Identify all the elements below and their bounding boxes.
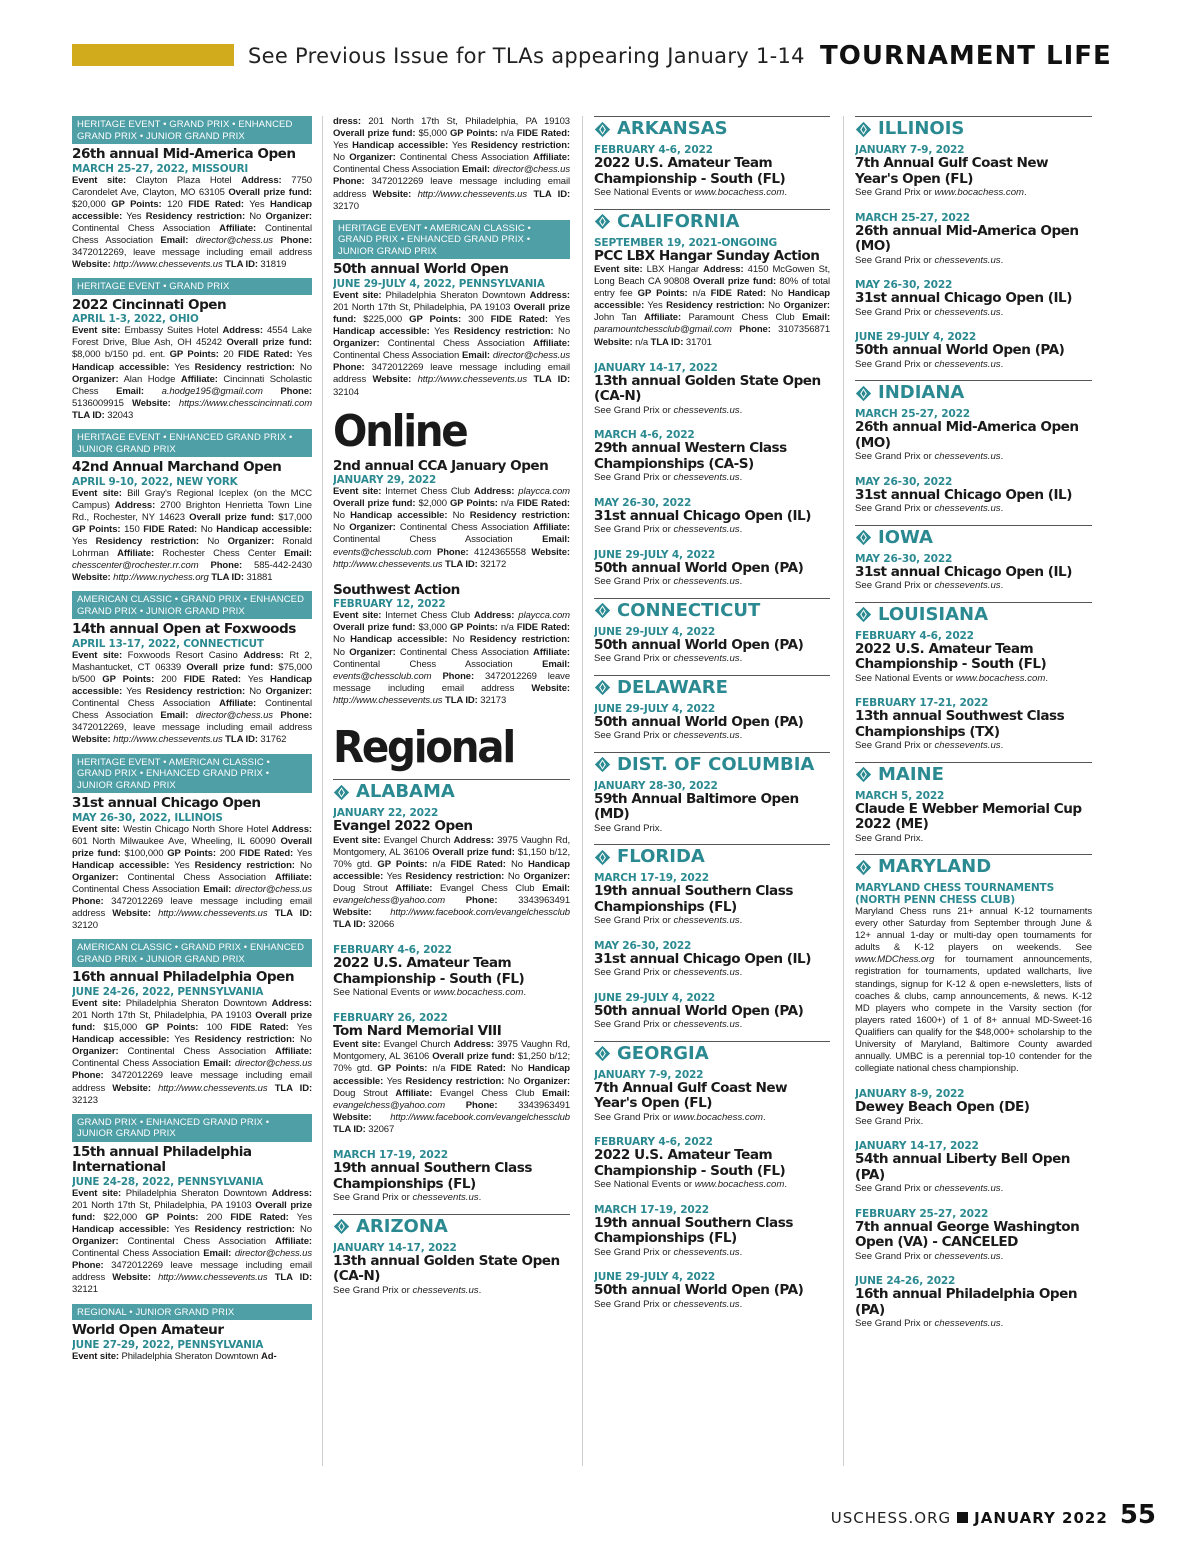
state-section (855, 762, 1092, 845)
state-heading (855, 380, 1092, 404)
state-section (594, 1041, 830, 1311)
event-date: MARCH 17-19, 2022 (594, 1203, 709, 1216)
event-reference: See Grand Prix or chessevents.us. (855, 1183, 1004, 1195)
event-reference: See Grand Prix or chessevents.us. (333, 1284, 482, 1296)
compass-icon (855, 121, 872, 138)
event-tag: GRAND PRIX • ENHANCED GRAND PRIX • JUNIOR GRAND PRIX (72, 1114, 312, 1142)
event-date: JUNE 29-JULY 4, 2022 (594, 702, 716, 715)
event-date: JUNE 29-JULY 4, 2022, PENNSYLVANIA (333, 277, 545, 290)
footer-issue: JANUARY 2022 (974, 1509, 1108, 1527)
event-name: Evangel 2022 Open (333, 818, 473, 834)
event-details: Event site: Westin Chicago North Shore Hotel Address: 601 North Milwaukee Ave, Wheeling, IL 60090 Overall prize fund: $100,000 GP Points: 200 FIDE Rated: Yes Handicap accessible: Yes Residency restriction: No Organizer: Continental Chess Association Affiliate: Continental Chess Association Email: director@chess.us Phone: 3472012269 leave message including email address Website: http://www.chessevents.us TLA ID: 32120 (72, 823, 312, 932)
event-name: Claude E Webber Memorial Cup 2022 (ME) (855, 800, 1082, 832)
state-name: IOWA (878, 526, 933, 548)
event-reference: See Grand Prix or chessevents.us. (594, 730, 743, 742)
event-tag: HERITAGE EVENT • AMERICAN CLASSIC • GRAND PRIX • ENHANCED GRAND PRIX • JUNIOR GRAND PRIX (72, 754, 312, 794)
state-name: ALABAMA (356, 781, 455, 802)
event-date: MAY 26-30, 2022 (855, 552, 953, 565)
event-reference: See National Events or www.bocachess.com. (594, 187, 788, 198)
column-states-a-g (594, 116, 830, 1466)
compass-icon (594, 121, 611, 138)
event-date: FEBRUARY 12, 2022 (333, 598, 446, 611)
event-date: JANUARY 8-9, 2022 (855, 1088, 965, 1101)
state-name: CALIFORNIA (617, 210, 740, 232)
event-name: 19th annual Southern Class Championships (FL) (594, 1214, 793, 1247)
event-reference: See Grand Prix or chessevents.us. (594, 1298, 743, 1310)
event-date: JUNE 24-26, 2022, PENNSYLVANIA (72, 985, 264, 998)
event-name: 50th annual World Open (PA) (594, 1002, 804, 1019)
page-number: 55 (1119, 1500, 1156, 1530)
event-name: 16th annual Philadelphia Open (PA) (855, 1286, 1077, 1318)
event-reference: See Grand Prix or chessevents.us. (594, 576, 743, 588)
event-date: JUNE 24-26, 2022 (855, 1275, 956, 1288)
compass-icon (594, 1045, 611, 1062)
event-details: Event site: Philadelphia Sheraton Downtown Address: 201 North 17th St, Philadelphia, PA 19103 Overall prize fund: $15,000 GP Points: 100 FIDE Rated: Yes Handicap accessible: Yes Residency restriction: No Organizer: Continental Chess Association Affiliate: Continental Chess Association Email: director@chess.us Phone: 3472012269 leave message including email address Website: http://www.chessevents.us TLA ID: 32123 (72, 997, 312, 1106)
event-tag: HERITAGE EVENT • GRAND PRIX • ENHANCED GRAND PRIX • JUNIOR GRAND PRIX (72, 116, 312, 144)
state-heading (855, 525, 1092, 549)
event-date: JUNE 29-JULY 4, 2022 (594, 991, 716, 1004)
compass-icon (333, 784, 350, 801)
event-name: 2022 U.S. Amateur Team Championship - South (FL) (333, 955, 525, 987)
event-reference: See National Events or www.bocachess.com. (594, 1179, 788, 1191)
event-date: FEBRUARY 26, 2022 (333, 1011, 448, 1024)
event-date: JUNE 29-JULY 4, 2022 (594, 1271, 716, 1284)
event-reference: See Grand Prix or chessevents.us. (855, 1318, 1004, 1330)
event-date: APRIL 9-10, 2022, NEW YORK (72, 475, 238, 488)
event-reference: See Grand Prix. (855, 832, 924, 844)
state-name: FLORIDA (617, 846, 705, 868)
event-date: FEBRUARY 4-6, 2022 (594, 144, 713, 156)
event-name: 26th annual Mid-America Open (MO) (855, 419, 1079, 451)
event-reference: See Grand Prix or www.bocachess.com. (855, 187, 1027, 198)
compass-icon (855, 385, 872, 402)
state-heading (855, 116, 1092, 140)
event-tag: AMERICAN CLASSIC • GRAND PRIX • ENHANCED GRAND PRIX • JUNIOR GRAND PRIX (72, 591, 312, 619)
event-name: 15th annual Philadelphia International (72, 1143, 252, 1176)
event-reference: See Grand Prix or chessevents.us. (855, 306, 1004, 318)
column-divider (322, 116, 323, 1466)
event-name: 7th Annual Gulf Coast New Year's Open (FL) (855, 155, 1049, 187)
event-name: 2022 U.S. Amateur Team Championship - South (FL) (594, 155, 786, 187)
compass-icon (594, 213, 611, 230)
state-name: DELAWARE (617, 676, 728, 698)
event-name: 42nd Annual Marchand Open (72, 459, 282, 475)
event-reference: See Grand Prix. (594, 822, 663, 834)
online-heading: Online (333, 405, 467, 457)
event-date: MARCH 25-27, 2022, MISSOURI (72, 162, 249, 175)
event-tag: REGIONAL • JUNIOR GRAND PRIX (72, 1304, 312, 1321)
event-details: Event site: Foxwoods Resort Casino Address: Rt 2, Mashantucket, CT 06339 Overall prize fund: $75,000 b/500 GP Points: 200 FIDE Rated: Yes Handicap accessible: Yes Residency restriction: No Organizer: Continental Chess Association Affiliate: Continental Chess Association Email: director@chess.us Phone: 3472012269, leave message including email address Website: http://www.chessevents.us TLA ID: 31762 (72, 649, 312, 746)
event-details: Event site: LBX Hangar Address: 4150 McGowen St, Long Beach CA 90808 Overall prize fund: 80% of total entry fee GP Points: n/a FIDE Rated: No Handicap accessible: Yes Residency restriction: No Organizer: John Tan Affiliate: Paramount Chess Club Email: paramountchessclub@gmail.com Phone: 3107356871 Website: n/a TLA ID: 31701 (594, 264, 830, 348)
event-details: Event site: Philadelphia Sheraton Downtown Address: 201 North 17th St, Philadelphia, PA 19103 Overall prize fund: $22,000 GP Points: 200 FIDE Rated: Yes Handicap accessible: Yes Residency restriction: No Organizer: Continental Chess Association Affiliate: Continental Chess Association Email: director@chess.us Phone: 3472012269 leave message including email address Website: http://www.chessevents.us TLA ID: 32121 (72, 1187, 312, 1296)
event-reference: See Grand Prix or chessevents.us. (594, 967, 743, 979)
state-section-alabama (333, 779, 570, 1204)
event-name: 2nd annual CCA January Open (333, 457, 549, 474)
compass-icon (594, 849, 611, 866)
event-name: 50th annual World Open (PA) (594, 713, 804, 730)
event-date: MARYLAND CHESS TOURNAMENTS (NORTH PENN CHESS CLUB) (855, 882, 1054, 906)
event-date: JANUARY 14-17, 2022 (594, 361, 718, 374)
event-date: MARCH 25-27, 2022 (855, 211, 970, 224)
event-reference: See Grand Prix or chessevents.us. (855, 451, 1004, 462)
state-name: MARYLAND (878, 856, 992, 877)
state-heading (594, 1041, 830, 1065)
state-heading (594, 752, 830, 776)
event-name: 13th annual Southwest Class Championships (TX) (855, 708, 1065, 740)
event-name: 50th annual World Open (PA) (594, 636, 804, 653)
state-heading (594, 675, 830, 699)
event-reference: See Grand Prix or chessevents.us. (333, 1192, 482, 1203)
event-name: 7th annual George Washington Open (VA) - CANCELED (855, 1218, 1080, 1251)
event-name: 50th annual World Open (PA) (855, 342, 1065, 358)
event-details: Event site: Philadelphia Sheraton Downtown Address: 201 North 17th St, Philadelphia, PA 19103 Overall prize fund: $225,000 GP Points: 300 FIDE Rated: Yes Handicap accessible: Yes Residency restriction: No Organizer: Continental Chess Association Affiliate: Continental Chess Association Email: director@chess.us Phone: 3472012269 leave message including email address Website: http://www.chessevents.us TLA ID: 32104 (333, 289, 570, 398)
compass-icon (855, 529, 872, 546)
compass-icon (594, 756, 611, 773)
page-footer (831, 1500, 1156, 1530)
event-date: JUNE 29-JULY 4, 2022 (594, 625, 716, 638)
event-date: MARCH 5, 2022 (855, 789, 945, 802)
event-name: 14th annual Open at Foxwoods (72, 621, 296, 638)
state-section (594, 675, 830, 742)
event-reference: See Grand Prix or chessevents.us. (594, 653, 743, 665)
event-name: 16th annual Philadelphia Open (72, 969, 294, 986)
event-name: 50th annual World Open (333, 261, 509, 278)
event-name: 31st annual Chicago Open (IL) (855, 290, 1072, 306)
event-date: JUNE 29-JULY 4, 2022 (594, 548, 716, 561)
event-name: 26th annual Mid-America Open (MO) (855, 222, 1079, 254)
state-heading (594, 209, 830, 233)
event-reference: See Grand Prix or chessevents.us. (594, 404, 743, 416)
event-name: 2022 U.S. Amateur Team Championship - South (FL) (855, 640, 1047, 672)
event-name: 31st annual Chicago Open (IL) (594, 950, 811, 967)
event-name: PCC LBX Hangar Sunday Action (594, 247, 820, 264)
event-date: FEBRUARY 25-27, 2022 (855, 1207, 989, 1220)
event-details: Maryland Chess runs 21+ annual K-12 tournaments every other Saturday from September through June & 12+ annual 1-day or multi-day open tournaments for adults & K-12 players on weekends. See www.MDChess.org for tournament announcements, registration for tournaments, updated wallcharts, live standings, signup for K-12 & open e-newsletters, lists of coaches & clubs, camp announcements, & news. K-12 MD players who compete in the Varsity section (for players rated 1600+) of 1 of 8+ annual MD-Sweet-16 Qualifiers can qualify for the $48,000+ scholarship to the University of Maryland, Baltimore County awarded annually. UMBC is a perennial top-10 contender for the collegiate national chess championship. (855, 906, 1092, 1075)
state-name: ILLINOIS (878, 118, 965, 139)
event-date: MAY 26-30, 2022 (855, 475, 953, 488)
event-name: Dewey Beach Open (DE) (855, 1099, 1030, 1116)
event-reference: See Grand Prix. (855, 1115, 924, 1127)
event-date: MAY 26-30, 2022 (594, 496, 692, 509)
state-name: ARKANSAS (617, 118, 728, 139)
event-reference: See Grand Prix or chessevents.us. (855, 503, 1004, 514)
event-date: MARCH 25-27, 2022 (855, 408, 970, 420)
event-name: 19th annual Southern Class Championships (FL) (594, 883, 793, 915)
event-date: JANUARY 14-17, 2022 (333, 1241, 457, 1254)
state-section (594, 116, 830, 199)
event-tag: HERITAGE EVENT • AMERICAN CLASSIC • GRAND PRIX • ENHANCED GRAND PRIX • JUNIOR GRAND PRIX (333, 220, 570, 260)
event-name: World Open Amateur (72, 1322, 224, 1339)
event-date: SEPTEMBER 19, 2021-ONGOING (594, 236, 778, 249)
state-name: DIST. OF COLUMBIA (617, 753, 815, 775)
event-date: MAY 26-30, 2022 (855, 279, 953, 291)
event-date: FEBRUARY 4-6, 2022 (855, 629, 974, 642)
event-reference: See National Events or www.bocachess.com. (333, 987, 527, 999)
event-date: MAY 26-30, 2022 (594, 939, 692, 952)
compass-icon (855, 606, 872, 623)
column-divider (582, 116, 583, 1466)
event-date: FEBRUARY 4-6, 2022 (594, 1136, 713, 1149)
event-name: 31st annual Chicago Open (IL) (855, 486, 1072, 503)
event-name: 31st annual Chicago Open (IL) (855, 563, 1072, 580)
state-section (855, 854, 1092, 1330)
state-section (855, 525, 1092, 592)
event-name: 54th annual Liberty Bell Open (PA) (855, 1151, 1070, 1183)
event-reference: See Grand Prix or chessevents.us. (855, 1250, 1004, 1262)
state-section (855, 380, 1092, 515)
compass-icon (594, 602, 611, 619)
event-name: 13th annual Golden State Open (CA-N) (594, 372, 821, 405)
column-divider (843, 116, 844, 1466)
event-reference: See Grand Prix or chessevents.us. (855, 254, 1004, 266)
regional-heading: Regional (333, 722, 514, 773)
state-name: CONNECTICUT (617, 599, 761, 621)
compass-icon (855, 859, 872, 876)
event-name: 29th annual Western Class Championships (CA-S) (594, 440, 787, 472)
event-details: Event site: Internet Chess Club Address: playcca.com Overall prize fund: $2,000 GP Points: n/a FIDE Rated: No Handicap accessible: No Residency restriction: No Organizer: Continental Chess Association Affiliate: Continental Chess Association Email: events@chessclub.com Phone: 4124365558 Website: http://www.chessevents.us TLA ID: 32172 (333, 486, 570, 570)
event-details: Event site: Evangel Church Address: 3975 Vaughn Rd, Montgomery, AL 36106 Overall prize fund: $1,150 b/12, 70% gtd. GP Points: n/a FIDE Rated: No Handicap accessible: Yes Residency restriction: No Organizer: Doug Strout Affiliate: Evangel Chess Club Email: evangelchess@yahoo.com Phone: 3343963491 Website: http://www.facebook.com/evangelchessclub TLA ID: 32066 (333, 834, 570, 931)
event-date: MARCH 4-6, 2022 (594, 429, 695, 442)
header-accent-bar (72, 44, 234, 66)
state-heading (333, 779, 570, 803)
state-heading (333, 1214, 570, 1238)
event-reference: See Grand Prix or chessevents.us. (855, 740, 1004, 751)
event-reference: See Grand Prix or chessevents.us. (855, 358, 1004, 370)
state-name: LOUISIANA (878, 603, 989, 625)
event-details: Event site: Clayton Plaza Hotel Address: 7750 Carondelet Ave, Clayton, MO 63105 Overall prize fund: $20,000 GP Points: 120 FIDE Rated: Yes Handicap accessible: Yes Residency restriction: No Organizer: Continental Chess Association Affiliate: Continental Chess Association Email: director@chess.us Phone: 3472012269, leave message including email address Website: http://www.chessevents.us TLA ID: 31819 (72, 174, 312, 271)
event-reference: See Grand Prix or chessevents.us. (594, 915, 743, 927)
event-name: 31st annual Chicago Open (IL) (594, 507, 811, 524)
header-note: See Previous Issue for TLAs appearing January 1-14 (248, 44, 805, 68)
event-tag: HERITAGE EVENT • ENHANCED GRAND PRIX • JUNIOR GRAND PRIX (72, 429, 312, 457)
event-reference: See Grand Prix or chessevents.us. (594, 1019, 743, 1031)
column-states-i-m (855, 116, 1092, 1466)
event-date: JANUARY 14-17, 2022 (855, 1140, 979, 1153)
section-title: TOURNAMENT LIFE (820, 41, 1112, 71)
state-heading (594, 844, 830, 868)
state-heading (594, 116, 830, 140)
event-date: APRIL 13-17, 2022, CONNECTICUT (72, 637, 264, 650)
event-date: JANUARY 29, 2022 (333, 474, 437, 487)
event-name: 2022 Cincinnati Open (72, 296, 227, 313)
event-details: Event site: Internet Chess Club Address: playcca.com Overall prize fund: $3,000 GP Points: n/a FIDE Rated: No Handicap accessible: No Residency restriction: No Organizer: Continental Chess Association Affiliate: Continental Chess Association Email: events@chessclub.com Phone: 3472012269 leave message including email address Website: http://www.chessevents.us TLA ID: 32173 (333, 610, 570, 706)
state-section (855, 602, 1092, 752)
state-heading (855, 602, 1092, 626)
event-details-continued: dress: 201 North 17th St, Philadelphia, PA 19103 Overall prize fund: $5,000 GP Points: n/a FIDE Rated: Yes Handicap accessible: Yes Residency restriction: No Organizer: Continental Chess Association Affiliate: Continental Chess Association Email: director@chess.us Phone: 3472012269 leave message including email address Website: http://www.chessevents.us TLA ID: 32170 (333, 116, 570, 212)
state-section-arizona (333, 1214, 570, 1297)
event-details: Event site: Philadelphia Sheraton Downtown Ad- (72, 1350, 277, 1362)
event-date: JUNE 27-29, 2022, PENNSYLVANIA (72, 1338, 264, 1351)
event-tag: AMERICAN CLASSIC • GRAND PRIX • ENHANCED GRAND PRIX • JUNIOR GRAND PRIX (72, 939, 312, 967)
event-date: JANUARY 7-9, 2022 (855, 144, 965, 156)
event-name: 13th annual Golden State Open (CA-N) (333, 1252, 560, 1284)
event-reference: See Grand Prix or chessevents.us. (594, 524, 743, 536)
column-grand-prix (72, 116, 312, 1466)
event-details: Event site: Evangel Church Address: 3975 Vaughn Rd, Montgomery, AL 36106 Overall prize fund: $1,250 b/12; 70% gtd. GP Points: n/a FIDE Rated: No Handicap accessible: Yes Residency restriction: No Organizer: Doug Strout Affiliate: Evangel Chess Club Email: evangelchess@yahoo.com Phone: 3343963491 Website: http://www.facebook.com/evangelchessclub TLA ID: 32067 (333, 1039, 570, 1135)
state-heading (855, 762, 1092, 786)
event-date: MARCH 17-19, 2022 (594, 872, 709, 885)
event-reference: See Grand Prix or chessevents.us. (594, 1246, 743, 1258)
event-name: 2022 U.S. Amateur Team Championship - South (FL) (594, 1147, 786, 1179)
event-reference: See Grand Prix or chessevents.us. (855, 580, 1004, 591)
event-name: 31st annual Chicago Open (72, 795, 261, 811)
event-name: 59th Annual Baltimore Open (MD) (594, 790, 799, 823)
state-name: GEORGIA (617, 1042, 709, 1064)
event-details: Event site: Bill Gray's Regional Iceplex (on the MCC Campus) Address: 2700 Brighton Henrietta Town Line Rd., Rochester, NY 14623 Overall prize fund: $17,000 GP Points: 150 FIDE Rated: No Handicap accessible: Yes Residency restriction: No Organizer: Ronald Lohrman Affiliate: Rochester Chess Center Email: chesscenter@rochester.rr.com Phone: 585-442-2430 Website: http://www.nychess.org TLA ID: 31881 (72, 487, 312, 584)
column-online-regional (333, 116, 570, 1466)
compass-icon (333, 1218, 350, 1235)
event-details: Event site: Embassy Suites Hotel Address: 4554 Lake Forest Drive, Blue Ash, OH 45242 Overall prize fund: $8,000 b/150 pd. ent. GP Points: 20 FIDE Rated: Yes Handicap accessible: Yes Residency restriction: No Organizer: Alan Hodge Affiliate: Cincinnati Scholastic Chess Email: a.hodge195@gmail.com Phone: 5136009915 Website: https://www.chesscincinnati.com TLA ID: 32043 (72, 325, 312, 421)
event-date: JANUARY 22, 2022 (333, 807, 439, 819)
event-date: JANUARY 7-9, 2022 (594, 1068, 704, 1081)
state-name: ARIZONA (356, 1215, 448, 1237)
event-date: JUNE 29-JULY 4, 2022 (855, 331, 977, 343)
event-date: JUNE 24-28, 2022, PENNSYLVANIA (72, 1175, 264, 1188)
footer-site: USCHESS.ORG (830, 1509, 952, 1527)
state-heading (855, 854, 1092, 878)
event-reference: See National Events or www.bocachess.com. (855, 672, 1049, 684)
compass-icon (594, 679, 611, 696)
event-date: FEBRUARY 4-6, 2022 (333, 944, 452, 957)
event-reference: See Grand Prix or www.bocachess.com. (594, 1111, 766, 1123)
state-section (855, 116, 1092, 370)
event-date: JANUARY 28-30, 2022 (594, 779, 718, 792)
footer-square-icon (957, 1512, 968, 1523)
event-date: FEBRUARY 17-21, 2022 (855, 697, 989, 709)
event-name: 26th annual Mid-America Open (72, 146, 296, 162)
event-date: MARCH 17-19, 2022 (333, 1149, 448, 1161)
state-name: MAINE (878, 763, 944, 785)
event-name: 50th annual World Open (PA) (594, 559, 804, 576)
event-name: 19th annual Southern Class Championships (FL) (333, 1160, 532, 1192)
state-name: INDIANA (878, 382, 965, 403)
event-reference: See Grand Prix or chessevents.us. (594, 472, 743, 484)
state-heading (594, 598, 830, 622)
compass-icon (855, 766, 872, 783)
event-name: 7th Annual Gulf Coast New Year's Open (FL) (594, 1079, 788, 1112)
state-section (594, 598, 830, 665)
event-date: MAY 26-30, 2022, ILLINOIS (72, 811, 223, 824)
event-name: 50th annual World Open (PA) (594, 1282, 804, 1299)
event-name: Southwest Action (333, 581, 460, 598)
event-tag: HERITAGE EVENT • GRAND PRIX (72, 278, 312, 295)
state-section (594, 752, 830, 835)
state-section (594, 844, 830, 1031)
event-name: Tom Nard Memorial VIII (333, 1022, 502, 1039)
event-date: APRIL 1-3, 2022, OHIO (72, 313, 199, 326)
state-section (594, 209, 830, 588)
